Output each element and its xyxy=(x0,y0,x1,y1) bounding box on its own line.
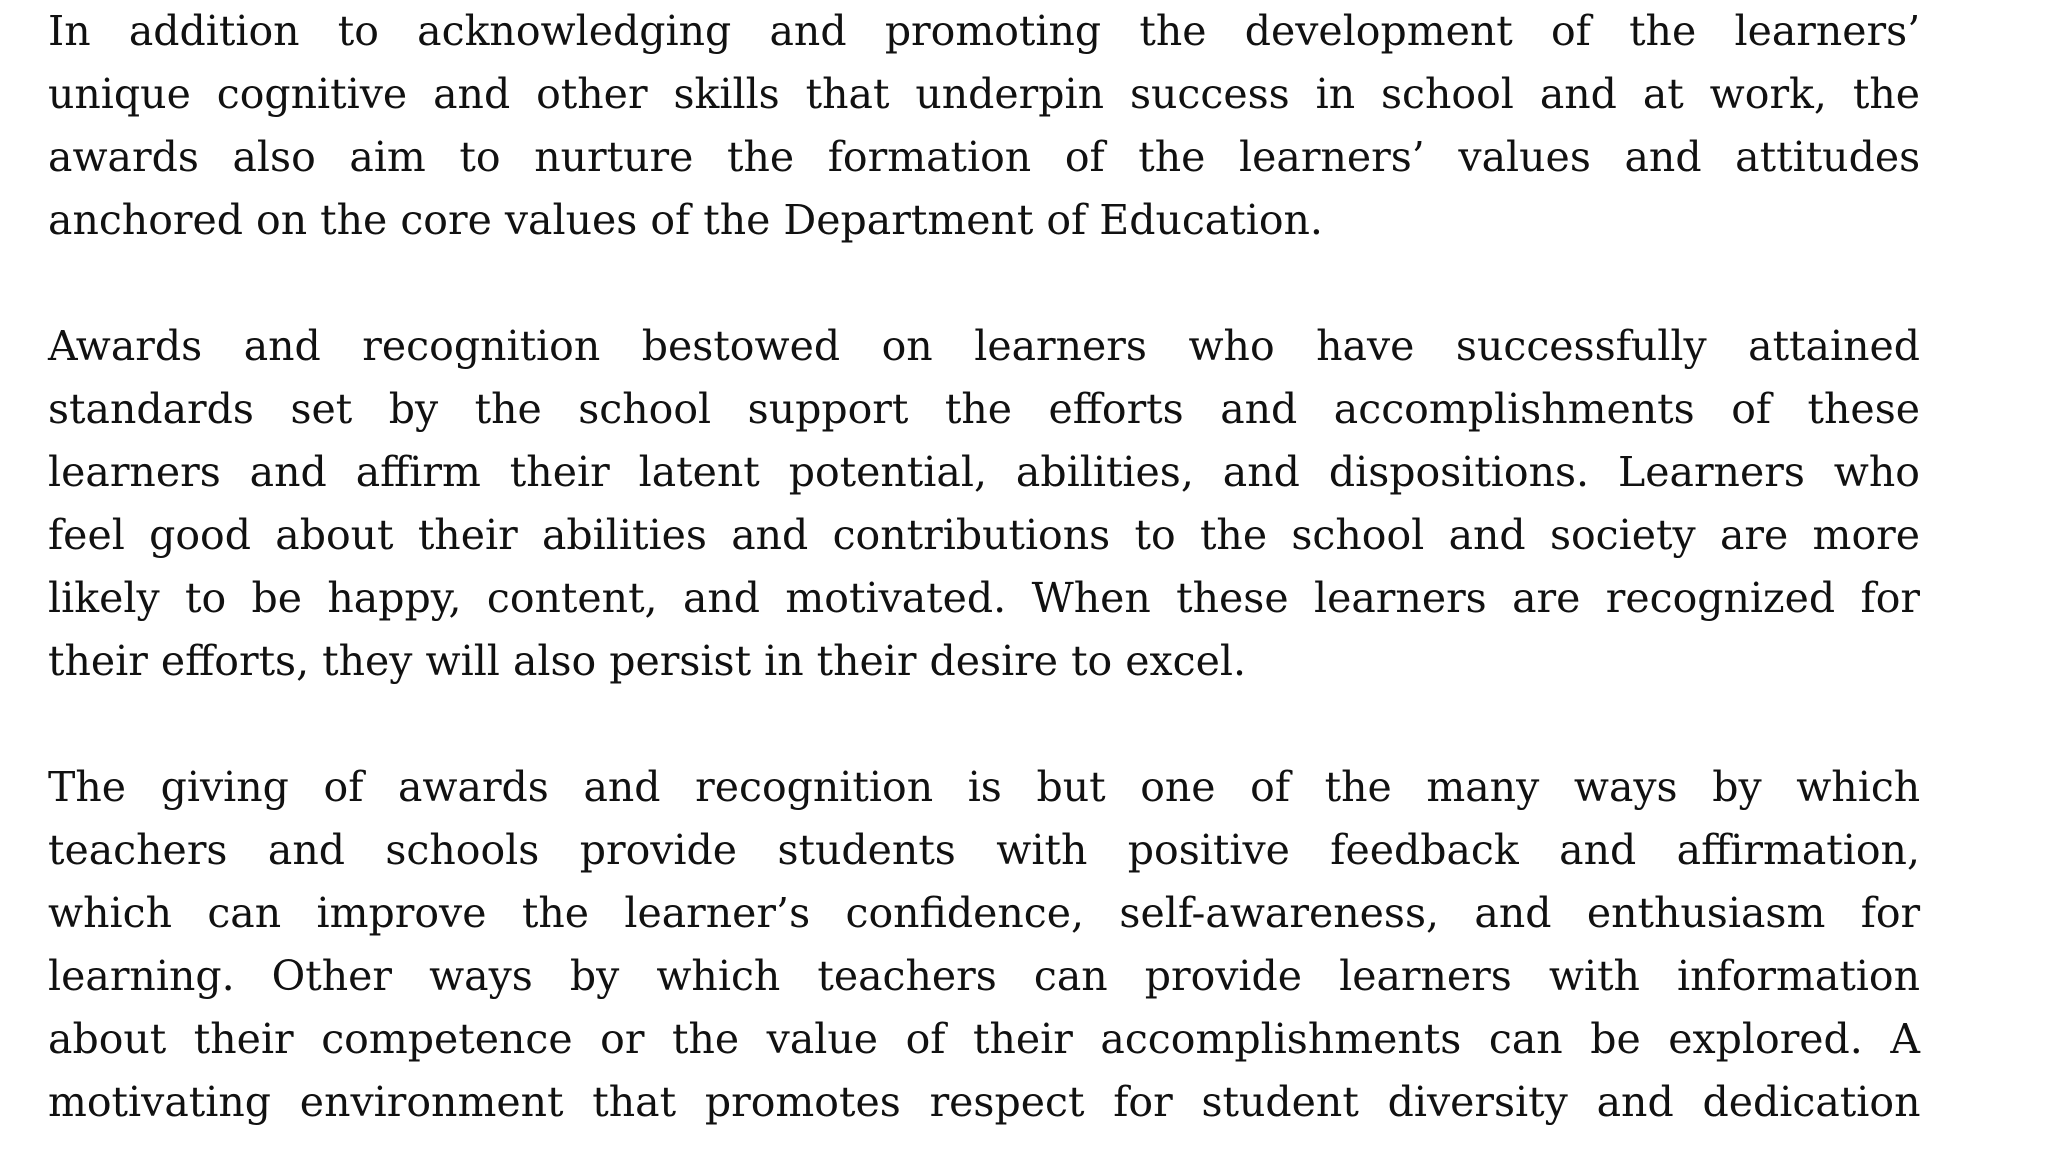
paragraph-line: anchored on the core values of the Department of Education. xyxy=(48,196,1323,244)
paragraph-line: feel good about their abilities and contributions to the school and society are more xyxy=(48,511,1920,559)
document-body xyxy=(48,0,1920,1134)
paragraph-line: likely to be happy, content, and motivated. When these learners are recognized for xyxy=(48,574,1920,622)
paragraph-line: teachers and schools provide students with positive feedback and affirmation, xyxy=(48,826,1920,874)
paragraph-line: awards also aim to nurture the formation of the learners’ values and attitudes xyxy=(48,133,1921,181)
paragraph-line: which can improve the learner’s confidence, self-awareness, and enthusiasm for xyxy=(48,889,1921,937)
paragraph-2 xyxy=(48,315,1920,693)
paragraph-line: unique cognitive and other skills that underpin success in school and at work, the xyxy=(48,70,1920,118)
paragraph-spacer xyxy=(48,252,1920,315)
paragraph-spacer xyxy=(48,693,1920,756)
paragraph-line: The giving of awards and recognition is but one of the many ways by which xyxy=(48,763,1921,811)
paragraph-line: Awards and recognition bestowed on learners who have successfully attained xyxy=(48,322,1920,370)
paragraph-line: learners and affirm their latent potential, abilities, and dispositions. Learners who xyxy=(48,448,1920,496)
paragraph-1 xyxy=(48,0,1920,252)
paragraph-line: learning. Other ways by which teachers can provide learners with information xyxy=(48,952,1920,1000)
paragraph-line: standards set by the school support the efforts and accomplishments of these xyxy=(48,385,1920,433)
paragraph-3 xyxy=(48,756,1920,1134)
paragraph-line: about their competence or the value of their accomplishments can be explored. A xyxy=(48,1015,1920,1063)
paragraph-line: In addition to acknowledging and promoting the development of the learners’ xyxy=(48,7,1921,55)
paragraph-line: their efforts, they will also persist in their desire to excel. xyxy=(48,637,1247,685)
paragraph-line: motivating environment that promotes respect for student diversity and dedication xyxy=(48,1078,1921,1126)
